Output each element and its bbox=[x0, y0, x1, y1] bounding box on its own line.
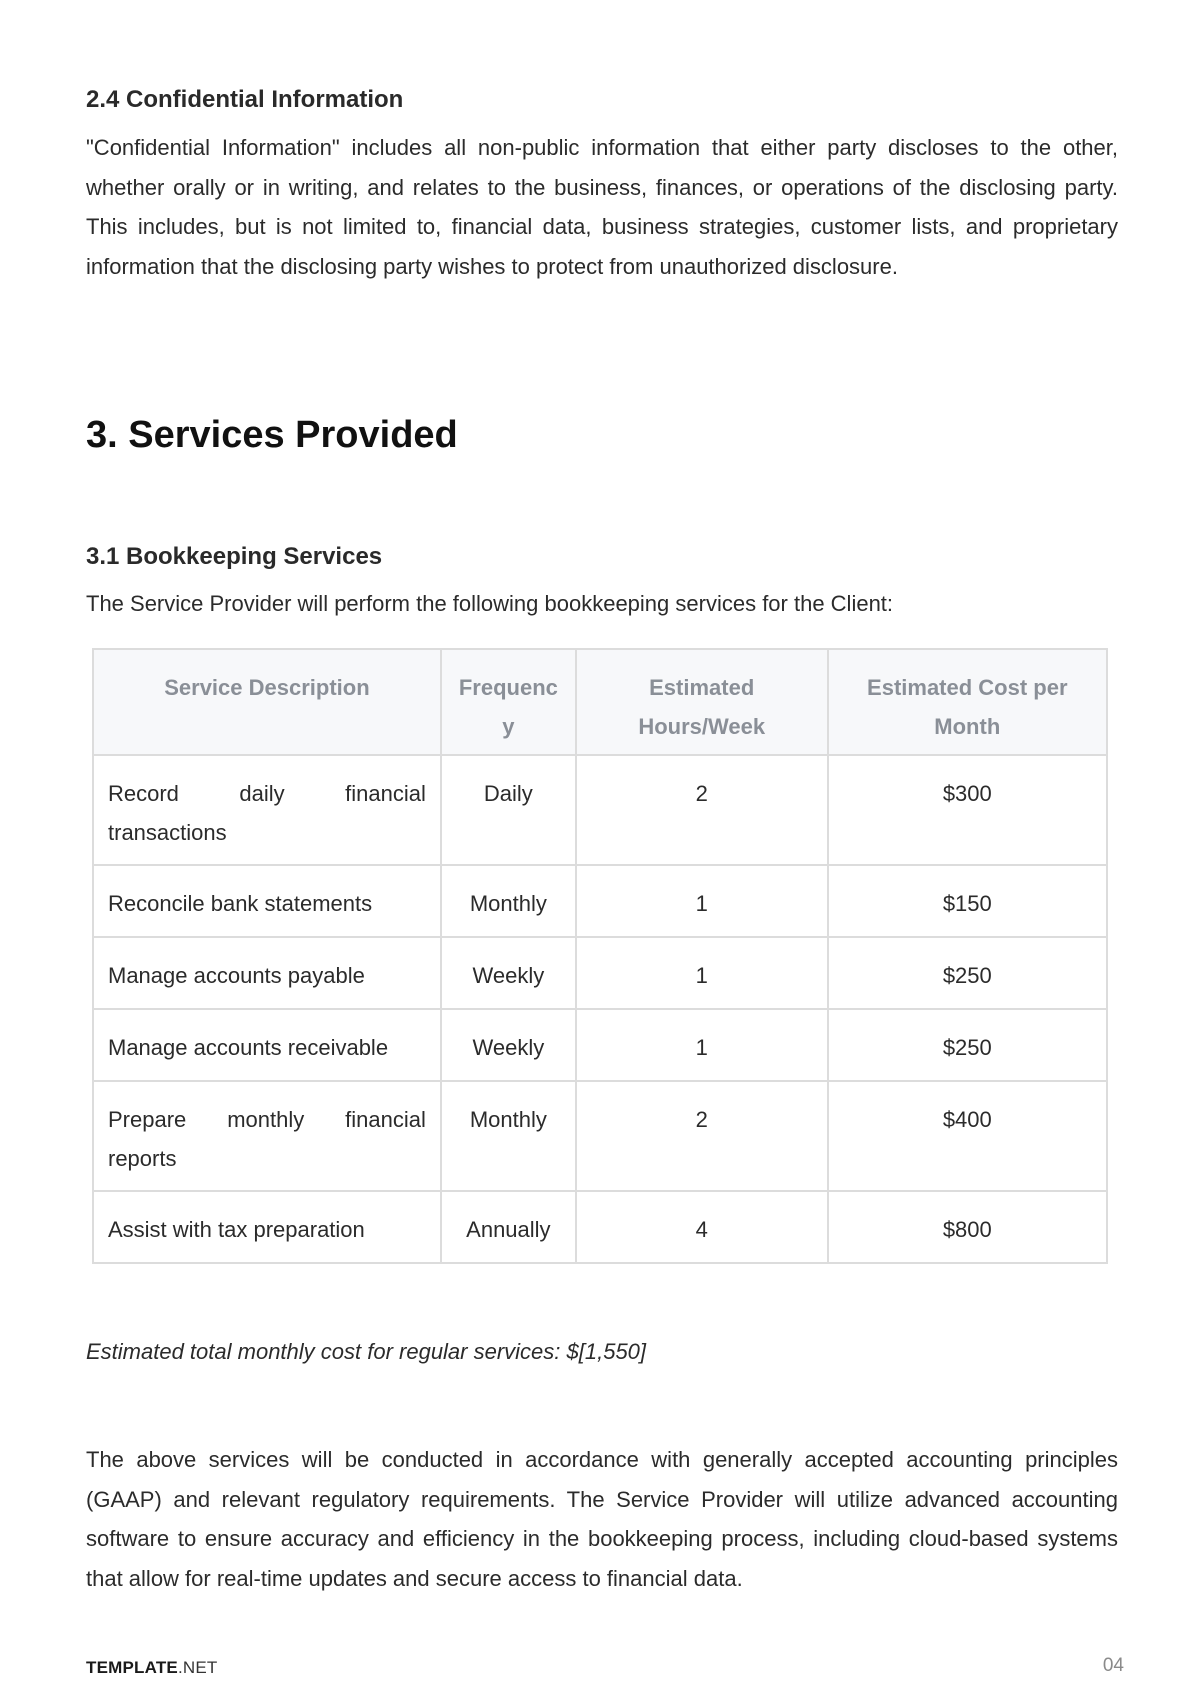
header-estimated-cost: Estimated Cost per Month bbox=[828, 649, 1107, 755]
closing-paragraph: The above services will be conducted in accordance with generally accepted accounting principles (GAAP) and relevant regulatory requirements. The Service Provider will utilize advanced accounting software to ensure accuracy and efficiency in the bookkeeping process, including cloud-based systems that allow for real-time updates and secure access to financial data. bbox=[86, 1447, 1118, 1591]
row-description: Record daily financial transactions bbox=[93, 755, 441, 865]
row-frequency: Weekly bbox=[441, 1009, 576, 1081]
row-cost: $250 bbox=[828, 937, 1107, 1009]
row-cost: $800 bbox=[828, 1191, 1107, 1263]
row-description: Manage accounts receivable bbox=[93, 1009, 441, 1081]
row-hours: 1 bbox=[576, 865, 828, 937]
table-row bbox=[93, 1191, 1107, 1263]
row-cost: $300 bbox=[828, 755, 1107, 865]
row-hours: 2 bbox=[576, 755, 828, 865]
row-description: Prepare monthly financial reports bbox=[93, 1081, 441, 1191]
brand-bold: TEMPLATE bbox=[86, 1658, 178, 1677]
row-cost: $400 bbox=[828, 1081, 1107, 1191]
brand-suffix: .NET bbox=[177, 1658, 218, 1677]
page-number: 04 bbox=[1102, 1655, 1124, 1676]
header-frequency-text: Frequency bbox=[458, 675, 558, 739]
row-hours: 1 bbox=[576, 937, 828, 1009]
row-description: Manage accounts payable bbox=[93, 937, 441, 1009]
row-cost: $150 bbox=[828, 865, 1107, 937]
row-frequency: Monthly bbox=[441, 1081, 576, 1191]
row-hours: 2 bbox=[576, 1081, 828, 1191]
total-cost-note: Estimated total monthly cost for regular services: $[1,550] bbox=[86, 1339, 647, 1364]
table-row bbox=[93, 865, 1107, 937]
row-hours: 4 bbox=[576, 1191, 828, 1263]
table-row bbox=[93, 1009, 1107, 1081]
row-frequency: Monthly bbox=[441, 865, 576, 937]
row-frequency: Weekly bbox=[441, 937, 576, 1009]
header-frequency bbox=[441, 649, 576, 755]
table-row bbox=[93, 755, 1107, 865]
table-row bbox=[93, 937, 1107, 1009]
section-3-1-intro: The Service Provider will perform the following bookkeeping services for the Client: bbox=[86, 591, 894, 616]
row-frequency: Annually bbox=[441, 1191, 576, 1263]
section-3-heading: 3. Services Provided bbox=[86, 414, 458, 456]
header-service-description: Service Description bbox=[93, 649, 441, 755]
table-header-row bbox=[93, 649, 1107, 755]
section-2-4-body: "Confidential Information" includes all non-public information that either party discloses to the other, whether orally or in writing, and relates to the business, finances, or operations of the disclosing party. This includes, but is not limited to, financial data, business strategies, customer lists, and proprietary information that the disclosing party wishes to protect from unauthorized disclosure. bbox=[86, 135, 1118, 279]
footer-brand-logo bbox=[86, 1658, 217, 1678]
row-description: Reconcile bank statements bbox=[93, 865, 441, 937]
row-hours: 1 bbox=[576, 1009, 828, 1081]
header-estimated-hours: Estimated Hours/Week bbox=[576, 649, 828, 755]
row-description: Assist with tax preparation bbox=[93, 1191, 441, 1263]
row-frequency: Daily bbox=[441, 755, 576, 865]
section-3-1-heading: 3.1 Bookkeeping Services bbox=[86, 543, 383, 570]
section-2-4-heading: 2.4 Confidential Information bbox=[86, 86, 404, 113]
row-cost: $250 bbox=[828, 1009, 1107, 1081]
services-table bbox=[92, 648, 1108, 1264]
table-row bbox=[93, 1081, 1107, 1191]
